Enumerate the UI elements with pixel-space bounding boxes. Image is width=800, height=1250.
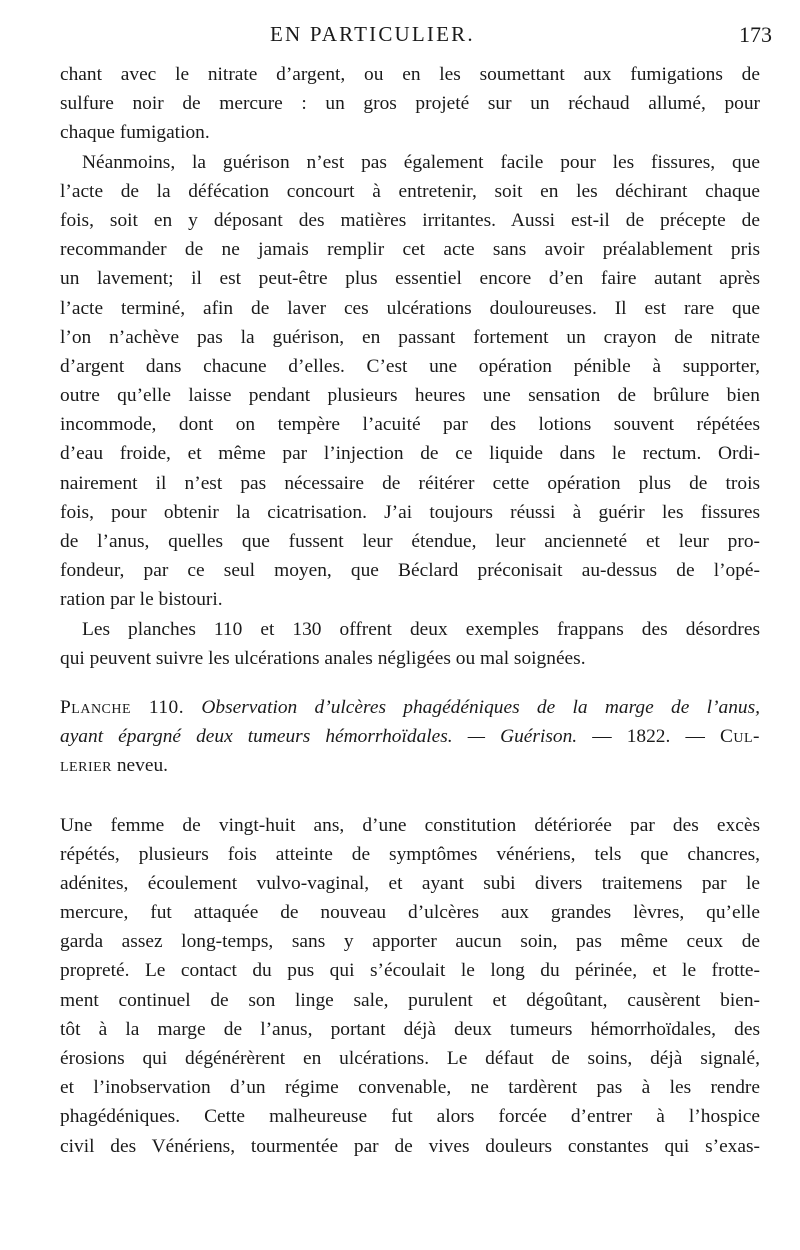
text-line: fois, pour obtenir la cicatrisation. J’ai toujours réussi à guérir les fissures (60, 501, 760, 523)
text-line: fois, soit en y déposant des matières irritantes. Aussi est-il de précepte de (60, 209, 760, 231)
plate-label: Planche 110. (60, 696, 185, 718)
text-line: civil des Vénériens, tourmentée par de vives douleurs constantes qui s’exas- (60, 1135, 760, 1157)
running-head (0, 22, 800, 52)
plate-caption-line (60, 693, 760, 722)
paragraph-observation (60, 811, 760, 1161)
plate-caption (60, 693, 760, 781)
text-line: qui peuvent suivre les ulcérations anales négligées ou mal soignées. (60, 647, 586, 669)
text-line: d’eau froide, et même par l’injection de ce liquide dans le rectum. Ordi- (60, 443, 760, 465)
text-line: Une femme de vingt-huit ans, d’une constitution détériorée par des excès (60, 814, 760, 836)
plate-author-part: lerier (60, 755, 112, 777)
paragraph-fissures (60, 148, 760, 615)
text-line: ration par le bistouri. (60, 589, 223, 611)
text-line: recommander de ne jamais remplir cet acte sans avoir préalablement pris (60, 239, 760, 261)
text-line: Les planches 110 et 130 offrent deux exemples frappans des désordres (82, 618, 760, 640)
running-head-title: EN PARTICULIER. (270, 22, 475, 46)
page-number: 173 (739, 22, 772, 47)
text-line: l’acte de la défécation concourt à entretenir, soit en les déchirant chaque (60, 180, 760, 202)
text-line: outre qu’elle laisse pendant plusieurs heures une sensation de brûlure bien (60, 385, 760, 407)
text-line: chant avec le nitrate d’argent, ou en les soumettant aux fumigations de (60, 64, 760, 85)
text-line: tôt à la marge de l’anus, portant déjà deux tumeurs hémorrhoïdales, des (60, 1018, 760, 1040)
text-line: répétés, plusieurs fois atteinte de symptômes vénériens, tels que chancres, (60, 843, 760, 865)
text-line: l’on n’achève pas la guérison, en passant fortement un crayon de nitrate (60, 326, 760, 348)
text-line: chaque fumigation. (60, 122, 210, 144)
plate-title-part: Observation d’ulcères phagédéniques de la marge de l’anus, (201, 696, 760, 718)
paragraph-continuation (60, 60, 760, 148)
text-line: incommode, dont on tempère l’acuité par des lotions souvent répétées (60, 414, 760, 436)
paragraph-planches (60, 615, 760, 673)
plate-caption-line (60, 722, 760, 751)
plate-caption-line (60, 751, 760, 780)
plate-year: — 1822. — (592, 726, 705, 748)
text-line: mercure, fut attaquée de nouveau d’ulcères aux grandes lèvres, qu’elle (60, 902, 760, 924)
text-line: garda assez long-temps, sans y apporter aucun soin, pas même ceux de (60, 931, 760, 953)
text-line: Néanmoins, la guérison n’est pas également facile pour les fissures, que (82, 151, 760, 173)
text-line: phagédéniques. Cette malheureuse fut alors forcée d’entrer à l’hospice (60, 1106, 760, 1128)
text-line: fondeur, par ce seul moyen, que Béclard préconisait au-dessus de l’opé- (60, 560, 760, 582)
plate-author-suffix: neveu. (116, 755, 169, 777)
text-line: et l’inobservation d’un régime convenable, ne tardèrent pas à les rendre (60, 1077, 760, 1099)
spacer (60, 781, 760, 811)
text-line: adénites, écoulement vulvo-vaginal, et ayant subi divers traitemens par le (60, 872, 760, 894)
text-line: propreté. Le contact du pus qui s’écoulait le long du périnée, et le frotte- (60, 960, 760, 982)
text-line: sulfure noir de mercure : un gros projeté sur un réchaud allumé, pour (60, 93, 760, 115)
plate-title-part: ayant épargné deux tumeurs hémorrhoïdales. — Guérison. (60, 726, 578, 748)
text-line: d’argent dans chacune d’elles. C’est une opération pénible à supporter, (60, 355, 760, 377)
spacer (60, 673, 760, 693)
body-text (60, 60, 760, 1161)
text-line: nairement il n’est pas nécessaire de réitérer cette opération plus de trois (60, 472, 760, 494)
plate-author-part: Cul- (719, 726, 760, 748)
text-line: érosions qui dégénérèrent en ulcérations. Le défaut de soins, déjà signalé, (60, 1048, 760, 1069)
text-line: ment continuel de son linge sale, purulent et dégoûtant, causèrent bien- (60, 989, 760, 1011)
text-line: un lavement; il est peut-être plus essentiel encore d’en faire autant après (60, 268, 760, 290)
text-line: de l’anus, quelles que fussent leur étendue, leur ancienneté et leur pro- (60, 531, 760, 552)
text-line: l’acte terminé, afin de laver ces ulcérations douloureuses. Il est rare que (60, 297, 760, 319)
